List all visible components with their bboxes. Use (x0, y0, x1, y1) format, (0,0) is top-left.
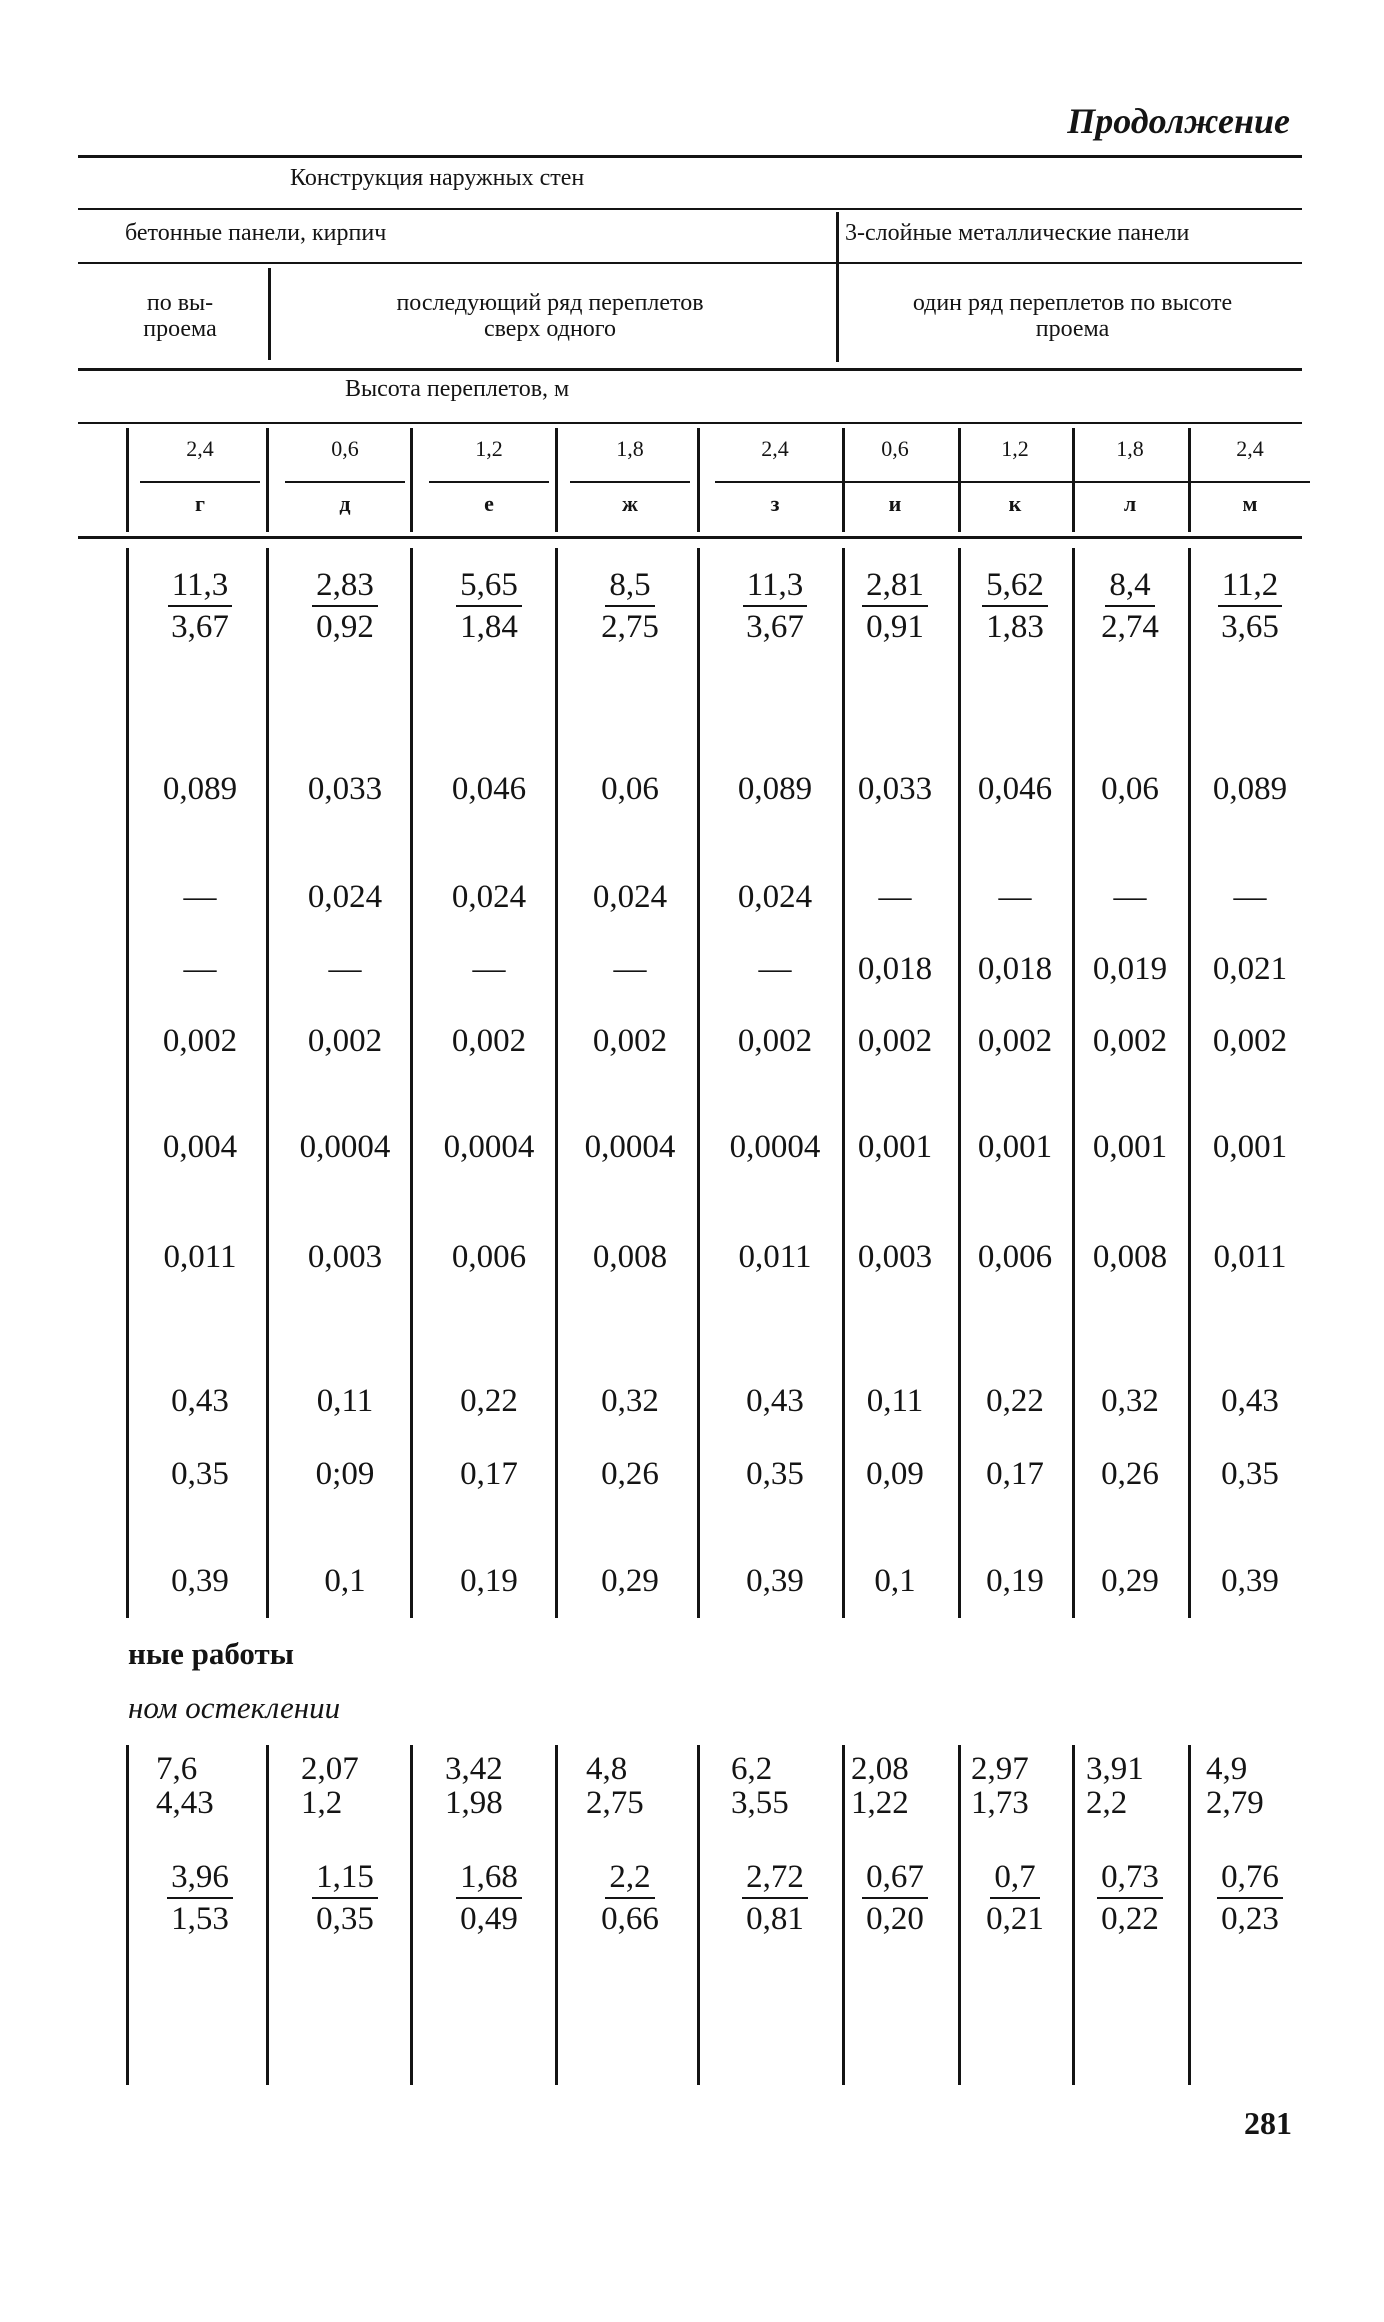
table-cell-r1-c7: — (1113, 879, 1147, 915)
fraction-denominator: 2,74 (1101, 609, 1159, 645)
table-cell-r2-c7: 0,019 (1092, 951, 1168, 987)
table-cell-r5-c1: 0,003 (307, 1239, 383, 1275)
fraction-numerator: 2,72 (742, 1857, 808, 1899)
table-cell-r3-c0: 0,002 (162, 1023, 238, 1059)
header-walls: Конструкция наружных стен (290, 165, 585, 191)
vsep-lower-0 (126, 1745, 129, 2085)
page-number: 281 (1244, 2105, 1292, 2141)
vsep-colhdr-5 (842, 428, 845, 532)
fraction-denominator: 2,75 (601, 609, 659, 645)
column-height-8: 2,4 (1236, 436, 1264, 461)
table-cell-r6-c7: 0,32 (1101, 1383, 1159, 1419)
table-cell-r6-c5: 0,11 (866, 1383, 924, 1419)
fraction-denominator: 1,83 (986, 609, 1044, 645)
table-cell-r8-c1: 0,1 (324, 1563, 366, 1599)
vsep-body-4 (697, 548, 700, 1618)
fraction-denominator: 1,53 (171, 1901, 229, 1937)
fraction-numerator: 0,76 (1217, 1857, 1283, 1899)
table-cell-r3-c6: 0,002 (977, 1023, 1053, 1059)
fraction-numerator: 11,3 (168, 565, 233, 607)
header-one-row: один ряд переплетов по высоте проема (912, 290, 1233, 342)
pair-bottom: 2,79 (1206, 1785, 1264, 1821)
table-cell-r1-c3: 0,024 (592, 879, 668, 915)
fraction2-cell-2 (424, 1857, 554, 1939)
column-height-2: 1,2 (475, 436, 503, 461)
fraction-denominator: 0,92 (316, 609, 374, 645)
section-subtitle: ном остеклении (128, 1690, 341, 1725)
table-cell-r1-c6: — (998, 879, 1032, 915)
pair-cell-7 (1086, 1752, 1196, 1820)
column-subrule-6 (955, 481, 1075, 483)
table-cell-r0-c1: 0,033 (307, 771, 383, 807)
table-cell-r1-c5: — (878, 879, 912, 915)
table-cell-r6-c0: 0,43 (171, 1383, 229, 1419)
fraction2-cell-4 (710, 1857, 840, 1939)
table-cell-r0-c2: 0,046 (451, 771, 527, 807)
table-cell-r0-c6: 0,046 (977, 771, 1053, 807)
table-cell-r5-c0: 0,011 (163, 1239, 237, 1275)
table-cell-r4-c7: 0,001 (1092, 1129, 1168, 1165)
table-cell-r5-c7: 0,008 (1092, 1239, 1168, 1275)
fraction2-cell-0 (135, 1857, 265, 1939)
fraction-denominator: 0,91 (866, 609, 924, 645)
table-cell-r4-c3: 0,0004 (584, 1129, 676, 1165)
pair-cell-0 (156, 1752, 266, 1820)
table-cell-r8-c0: 0,39 (171, 1563, 229, 1599)
fraction-numerator: 1,68 (456, 1857, 522, 1899)
table-cell-r2-c0: — (183, 951, 217, 987)
table-cell-r8-c3: 0,29 (601, 1563, 659, 1599)
fraction-denominator: 0,81 (746, 1901, 804, 1937)
rule-header-bottom (78, 536, 1302, 539)
pair-bottom: 3,55 (731, 1785, 789, 1821)
vsep-colhdr-1 (266, 428, 269, 532)
table-cell-r3-c3: 0,002 (592, 1023, 668, 1059)
table-cell-r2-c6: 0,018 (977, 951, 1053, 987)
fraction2-cell-8 (1185, 1857, 1315, 1939)
column-subrule-3 (570, 481, 690, 483)
pair-cell-4 (731, 1752, 841, 1820)
pair-cell-1 (301, 1752, 411, 1820)
table-cell-r6-c2: 0,22 (460, 1383, 518, 1419)
fraction2-cell-7 (1065, 1857, 1195, 1939)
pair-cell-2 (445, 1752, 555, 1820)
fraction2-cell-5 (830, 1857, 960, 1939)
vsep-colhdr-0 (126, 428, 129, 532)
vsep-body-1 (266, 548, 269, 1618)
table-cell-r1-c8: — (1233, 879, 1267, 915)
pair-bottom: 4,43 (156, 1785, 214, 1821)
table-cell-r5-c6: 0,006 (977, 1239, 1053, 1275)
fraction-numerator: 11,3 (743, 565, 808, 607)
table-cell-r4-c1: 0,0004 (299, 1129, 391, 1165)
fraction-numerator: 2,81 (862, 565, 928, 607)
pair-cell-8 (1206, 1752, 1316, 1820)
column-letter-4: з (770, 491, 780, 516)
pair-top: 2,08 (851, 1751, 909, 1787)
pair-bottom: 1,22 (851, 1785, 909, 1821)
vsep-colhdr-7 (1072, 428, 1075, 532)
column-subrule-4 (715, 481, 835, 483)
fraction-denominator: 0,35 (316, 1901, 374, 1937)
table-cell-r6-c3: 0,32 (601, 1383, 659, 1419)
vsep-body-3 (555, 548, 558, 1618)
pair-top: 7,6 (156, 1751, 198, 1787)
table-cell-r7-c0: 0,35 (171, 1456, 229, 1492)
table-cell-r2-c4: — (758, 951, 792, 987)
fraction-denominator: 0,22 (1101, 1901, 1159, 1937)
table-cell-r7-c4: 0,35 (746, 1456, 804, 1492)
table-cell-r0-c0: 0,089 (162, 771, 238, 807)
column-letter-8: м (1242, 491, 1258, 516)
table-cell-r0-c8: 0,089 (1212, 771, 1288, 807)
rule-walls (78, 208, 1302, 210)
fraction-denominator: 0,49 (460, 1901, 518, 1937)
vsep-colhdr-4 (697, 428, 700, 532)
table-cell-r2-c3: — (613, 951, 647, 987)
table-cell-r4-c6: 0,001 (977, 1129, 1053, 1165)
column-letter-7: л (1123, 491, 1137, 516)
table-cell-r5-c3: 0,008 (592, 1239, 668, 1275)
fraction-denominator: 3,67 (746, 609, 804, 645)
header-concrete: бетонные панели, кирпич (125, 220, 387, 246)
pair-top: 2,07 (301, 1751, 359, 1787)
table-cell-r2-c2: — (472, 951, 506, 987)
fraction-numerator: 8,5 (605, 565, 654, 607)
fraction-cell-5 (830, 565, 960, 647)
table-cell-r0-c7: 0,06 (1101, 771, 1159, 807)
fraction-cell-2 (424, 565, 554, 647)
vsep-lower-4 (697, 1745, 700, 2085)
pair-top: 4,9 (1206, 1751, 1248, 1787)
table-cell-r4-c5: 0,001 (857, 1129, 933, 1165)
column-subrule-0 (140, 481, 260, 483)
table-cell-r1-c4: 0,024 (737, 879, 813, 915)
continuation-label: Продолжение (1067, 101, 1290, 141)
vsep-body-0 (126, 548, 129, 1618)
fraction-numerator: 3,96 (167, 1857, 233, 1899)
fraction-denominator: 0,23 (1221, 1901, 1279, 1937)
fraction2-cell-1 (280, 1857, 410, 1939)
table-cell-r2-c1: — (328, 951, 362, 987)
column-subrule-1 (285, 481, 405, 483)
pair-top: 4,8 (586, 1751, 628, 1787)
fraction-cell-0 (135, 565, 265, 647)
table-cell-r8-c5: 0,1 (874, 1563, 916, 1599)
fraction-numerator: 5,62 (982, 565, 1048, 607)
table-cell-r7-c3: 0,26 (601, 1456, 659, 1492)
table-cell-r2-c8: 0,021 (1212, 951, 1288, 987)
vsep-colhdr-8 (1188, 428, 1191, 532)
table-cell-r4-c2: 0,0004 (443, 1129, 535, 1165)
pair-bottom: 1,73 (971, 1785, 1029, 1821)
column-height-4: 2,4 (761, 436, 789, 461)
table-cell-r6-c1: 0,11 (316, 1383, 374, 1419)
rule-material (78, 262, 1302, 264)
fraction2-cell-3 (565, 1857, 695, 1939)
fraction-denominator: 0,20 (866, 1901, 924, 1937)
pair-top: 3,91 (1086, 1751, 1144, 1787)
table-cell-r5-c8: 0,011 (1213, 1239, 1287, 1275)
vsep-h1 (268, 268, 271, 360)
table-cell-r4-c4: 0,0004 (729, 1129, 821, 1165)
table-cell-r7-c5: 0,09 (866, 1456, 924, 1492)
vsep-colhdr-6 (958, 428, 961, 532)
pair-bottom: 1,2 (301, 1785, 343, 1821)
fraction-cell-4 (710, 565, 840, 647)
table-cell-r7-c2: 0,17 (460, 1456, 518, 1492)
fraction-numerator: 0,67 (862, 1857, 928, 1899)
fraction-denominator: 3,65 (1221, 609, 1279, 645)
fraction-numerator: 1,15 (312, 1857, 378, 1899)
table-cell-r1-c2: 0,024 (451, 879, 527, 915)
vsep-h2 (836, 212, 839, 362)
pair-cell-5 (851, 1752, 961, 1820)
table-cell-r7-c8: 0,35 (1221, 1456, 1279, 1492)
vsep-colhdr-2 (410, 428, 413, 532)
column-subrule-5 (835, 481, 955, 483)
pair-top: 6,2 (731, 1751, 773, 1787)
table-cell-r5-c2: 0,006 (451, 1239, 527, 1275)
rule-subheader (78, 368, 1302, 371)
vsep-body-2 (410, 548, 413, 1618)
table-cell-r6-c8: 0,43 (1221, 1383, 1279, 1419)
table-cell-r1-c1: 0,024 (307, 879, 383, 915)
fraction-denominator: 1,84 (460, 609, 518, 645)
fraction-denominator: 3,67 (171, 609, 229, 645)
table-cell-r3-c1: 0,002 (307, 1023, 383, 1059)
table-cell-r8-c8: 0,39 (1221, 1563, 1279, 1599)
pair-top: 2,97 (971, 1751, 1029, 1787)
column-height-7: 1,8 (1116, 436, 1144, 461)
vsep-colhdr-3 (555, 428, 558, 532)
fraction2-cell-6 (950, 1857, 1080, 1939)
fraction-denominator: 0,66 (601, 1901, 659, 1937)
header-subsequent: последующий ряд переплетов сверх одного (396, 290, 704, 342)
vsep-lower-3 (555, 1745, 558, 2085)
table-cell-r7-c1: 0;09 (315, 1456, 375, 1492)
fraction-numerator: 8,4 (1105, 565, 1154, 607)
fraction-numerator: 11,2 (1218, 565, 1283, 607)
table-cell-r0-c3: 0,06 (601, 771, 659, 807)
rule-top (78, 155, 1302, 158)
column-letter-5: и (888, 491, 902, 516)
table-cell-r0-c4: 0,089 (737, 771, 813, 807)
table-cell-r6-c6: 0,22 (986, 1383, 1044, 1419)
table-cell-r3-c2: 0,002 (451, 1023, 527, 1059)
table-cell-r7-c7: 0,26 (1101, 1456, 1159, 1492)
fraction-numerator: 2,83 (312, 565, 378, 607)
header-metal: 3-слойные металлические панели (845, 220, 1190, 246)
column-letter-1: д (339, 491, 351, 516)
fraction-cell-3 (565, 565, 695, 647)
fraction-numerator: 0,73 (1097, 1857, 1163, 1899)
column-height-6: 1,2 (1001, 436, 1029, 461)
column-letter-2: е (484, 491, 494, 516)
fraction-cell-7 (1065, 565, 1195, 647)
column-height-3: 1,8 (616, 436, 644, 461)
column-letter-0: г (195, 491, 205, 516)
table-cell-r4-c0: 0,004 (162, 1129, 238, 1165)
table-cell-r8-c4: 0,39 (746, 1563, 804, 1599)
table-cell-r8-c7: 0,29 (1101, 1563, 1159, 1599)
table-cell-r7-c6: 0,17 (986, 1456, 1044, 1492)
pair-bottom: 1,98 (445, 1785, 503, 1821)
column-letter-3: ж (622, 491, 638, 516)
section-title: ные работы (128, 1636, 294, 1671)
fraction-numerator: 5,65 (456, 565, 522, 607)
column-height-5: 0,6 (881, 436, 909, 461)
column-subrule-8 (1190, 481, 1310, 483)
pair-bottom: 2,2 (1086, 1785, 1128, 1821)
pair-cell-3 (586, 1752, 696, 1820)
header-by-height: по вы- проема (143, 290, 217, 342)
column-height-1: 0,6 (331, 436, 359, 461)
column-subrule-7 (1070, 481, 1190, 483)
table-cell-r3-c5: 0,002 (857, 1023, 933, 1059)
table-cell-r5-c4: 0,011 (738, 1239, 812, 1275)
table-cell-r4-c8: 0,001 (1212, 1129, 1288, 1165)
pair-bottom: 2,75 (586, 1785, 644, 1821)
pair-cell-6 (971, 1752, 1081, 1820)
pair-top: 3,42 (445, 1751, 503, 1787)
table-cell-r8-c2: 0,19 (460, 1563, 518, 1599)
table-cell-r2-c5: 0,018 (857, 951, 933, 987)
table-cell-r0-c5: 0,033 (857, 771, 933, 807)
table-cell-r1-c0: — (183, 879, 217, 915)
fraction-denominator: 0,21 (986, 1901, 1044, 1937)
vsep-lower-1 (266, 1745, 269, 2085)
rule-height (78, 422, 1302, 424)
column-height-0: 2,4 (186, 436, 214, 461)
column-subrule-2 (429, 481, 549, 483)
table-cell-r3-c7: 0,002 (1092, 1023, 1168, 1059)
table-cell-r5-c5: 0,003 (857, 1239, 933, 1275)
fraction-cell-6 (950, 565, 1080, 647)
column-letter-6: к (1008, 491, 1022, 516)
fraction-numerator: 2,2 (605, 1857, 654, 1899)
fraction-numerator: 0,7 (990, 1857, 1039, 1899)
table-cell-r3-c4: 0,002 (737, 1023, 813, 1059)
fraction-cell-1 (280, 565, 410, 647)
table-cell-r8-c6: 0,19 (986, 1563, 1044, 1599)
table-cell-r6-c4: 0,43 (746, 1383, 804, 1419)
table-cell-r3-c8: 0,002 (1212, 1023, 1288, 1059)
fraction-cell-8 (1185, 565, 1315, 647)
header-height-label: Высота переплетов, м (345, 376, 570, 402)
